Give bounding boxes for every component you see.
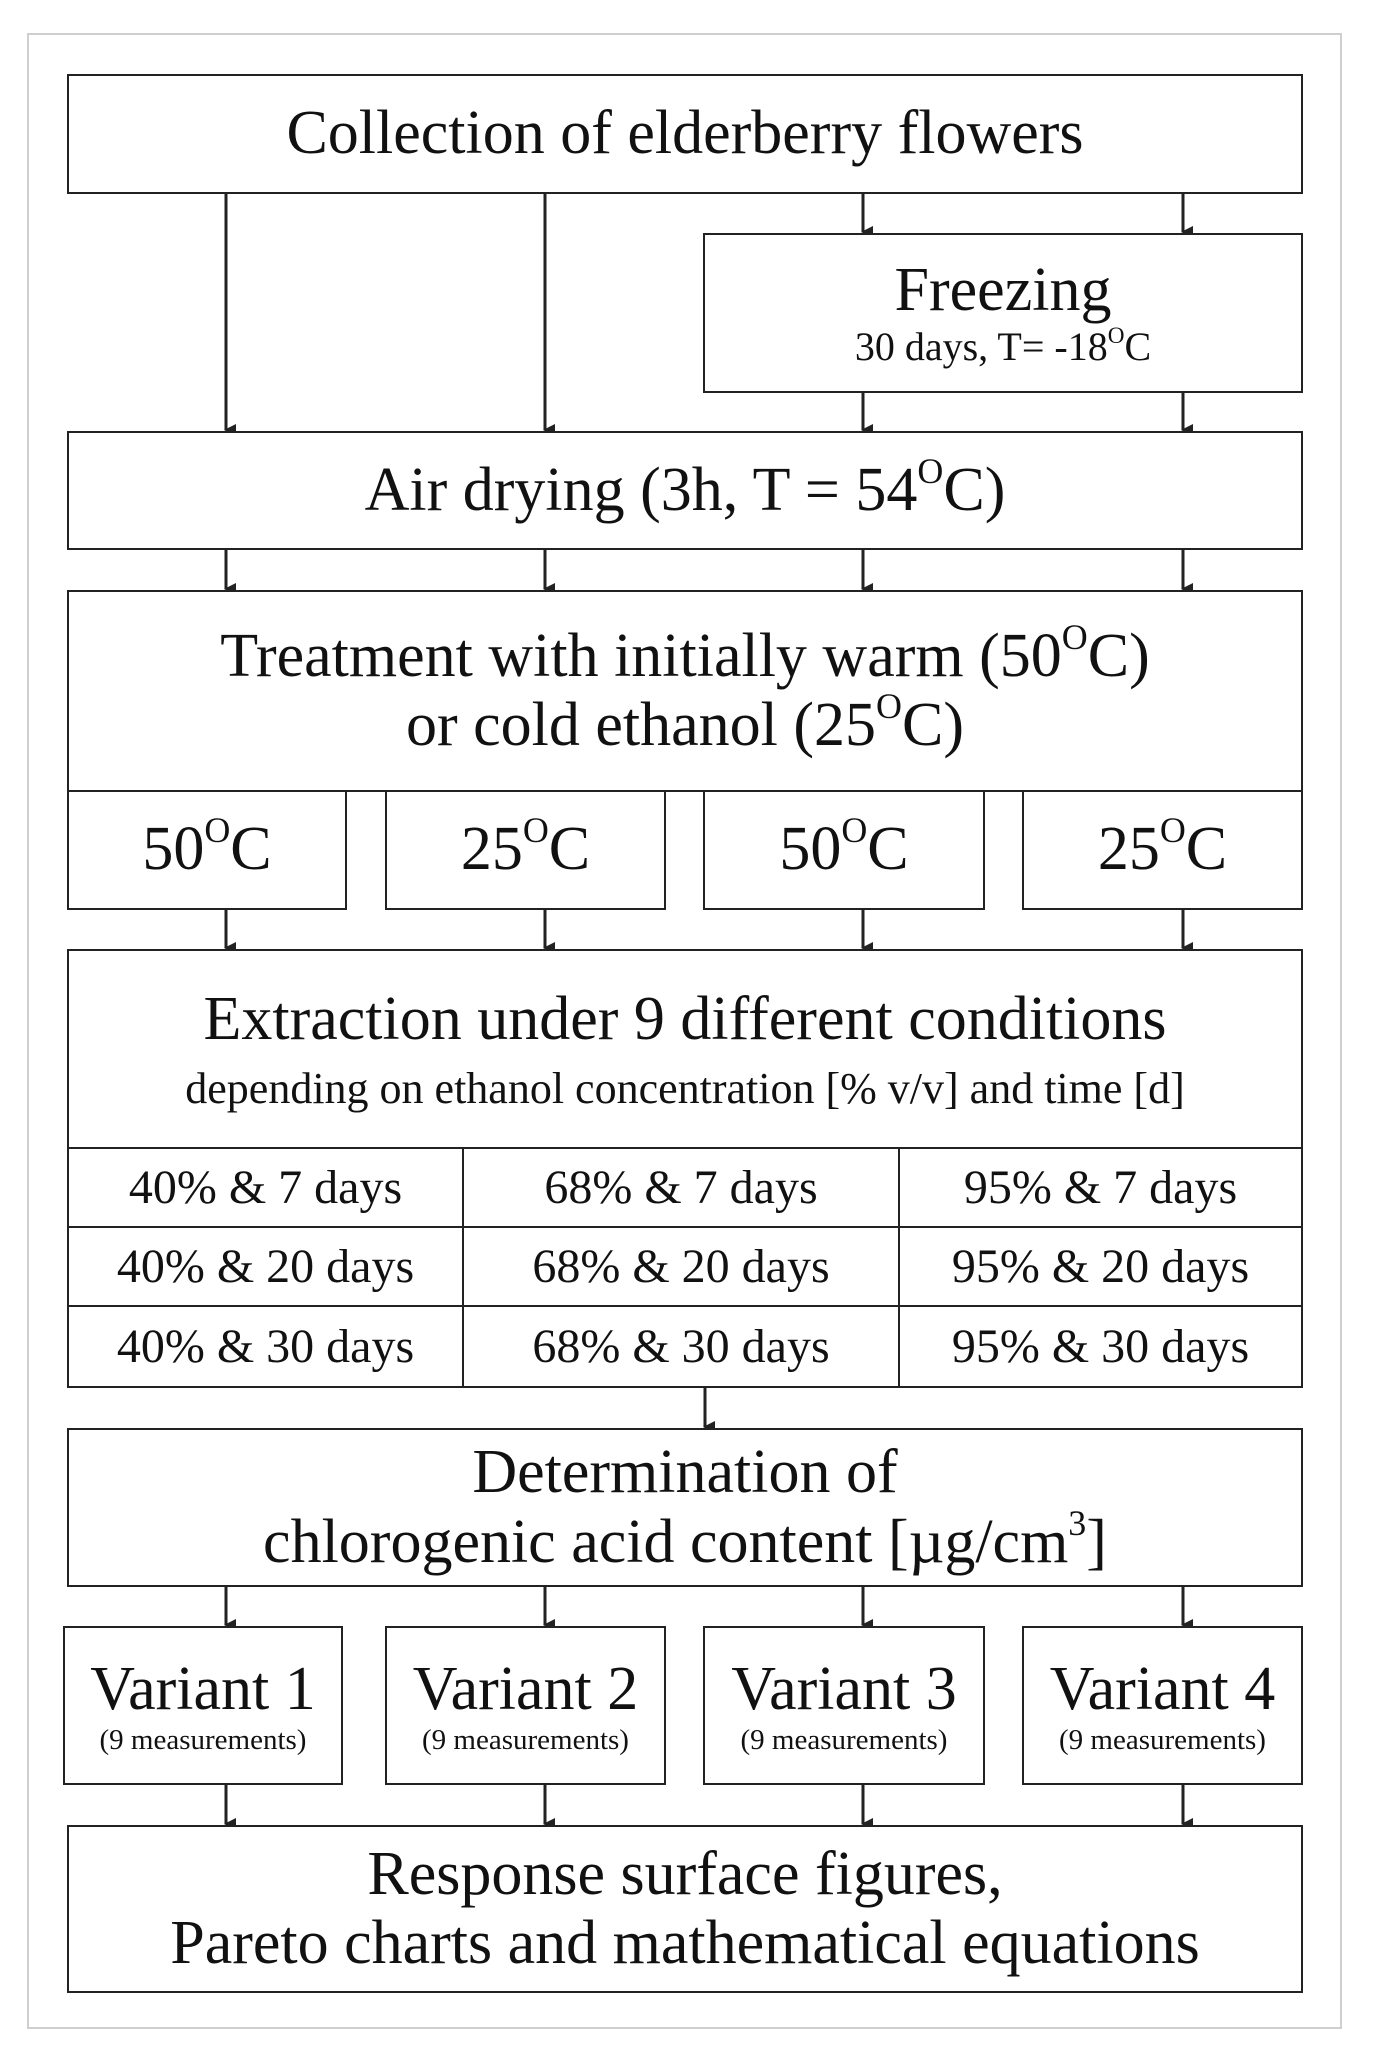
temp-label-4: $25^OC$ bbox=[1097, 810, 1228, 884]
extraction-box bbox=[67, 949, 1303, 1149]
determination-line-2: chlorogenic acid content $[\mu g/cm^3]$ bbox=[263, 1502, 1107, 1576]
freezing-box bbox=[703, 233, 1303, 393]
variant-name: Variant 3 bbox=[731, 1654, 957, 1723]
condition-cell: 68% & 20 days bbox=[464, 1228, 900, 1307]
condition-cell: 40% & 7 days bbox=[69, 1149, 464, 1228]
temp-box-2 bbox=[385, 790, 666, 910]
temp-box-3 bbox=[703, 790, 985, 910]
collection-label: Collection of elderberry flowers bbox=[286, 99, 1084, 168]
condition-cell: 40% & 20 days bbox=[69, 1228, 464, 1307]
treatment-box bbox=[67, 590, 1303, 792]
variant-box-3 bbox=[703, 1626, 985, 1785]
variant-name: Variant 2 bbox=[412, 1654, 639, 1723]
condition-cell: 95% & 30 days bbox=[951, 1320, 1250, 1373]
variant-name: Variant 4 bbox=[1049, 1654, 1276, 1723]
air-drying-label: Air drying (3h, $T = 54^OC$) bbox=[364, 450, 1006, 524]
condition-cell: 95% & 7 days bbox=[900, 1149, 1301, 1228]
extraction-subtitle: depending on ethanol concentration [% v/v] and time [d] bbox=[185, 1064, 1185, 1114]
treatment-line-2: or cold ethanol $(25^OC)$ bbox=[406, 686, 964, 759]
extraction-title: Extraction under 9 different conditions bbox=[203, 984, 1167, 1053]
condition-cell: 40% & 30 days bbox=[69, 1307, 464, 1386]
determination-line-1: Determination of bbox=[472, 1438, 898, 1507]
treatment-line-1: Treatment with initially warm $(50^OC)$ bbox=[220, 616, 1150, 690]
freezing-title: Freezing bbox=[894, 255, 1112, 324]
temp-box-4 bbox=[1022, 790, 1303, 910]
variant-detail: (9 measurements) bbox=[99, 1723, 307, 1756]
temp-label-1: $50^OC$ bbox=[142, 810, 272, 884]
conditions-grid bbox=[67, 1147, 1303, 1388]
variant-box-2 bbox=[385, 1626, 666, 1785]
temp-label-3: $50^OC$ bbox=[779, 810, 909, 884]
determination-box bbox=[67, 1428, 1303, 1587]
variant-detail: (9 measurements) bbox=[422, 1723, 629, 1756]
variant-box-1 bbox=[63, 1626, 343, 1785]
variant-name: Variant 1 bbox=[90, 1654, 316, 1723]
air-drying-box bbox=[67, 431, 1303, 550]
condition-cell: 68% & 30 days bbox=[464, 1307, 900, 1386]
temp-box-1 bbox=[67, 790, 347, 910]
condition-cell: 95% & 20 days bbox=[900, 1228, 1301, 1307]
condition-cell: 68% & 7 days bbox=[464, 1149, 900, 1228]
response-line-1: Response surface figures, bbox=[367, 1839, 1003, 1908]
collection-box bbox=[67, 74, 1303, 194]
variant-detail: (9 measurements) bbox=[1059, 1723, 1266, 1756]
response-box bbox=[67, 1825, 1303, 1993]
variant-detail: (9 measurements) bbox=[740, 1723, 948, 1756]
freezing-detail: 30 days, $T= -18^OC$ bbox=[854, 322, 1152, 370]
variant-box-4 bbox=[1022, 1626, 1303, 1785]
response-line-2: Pareto charts and mathematical equations bbox=[170, 1909, 1200, 1977]
temp-label-2: $25^OC$ bbox=[460, 810, 591, 884]
